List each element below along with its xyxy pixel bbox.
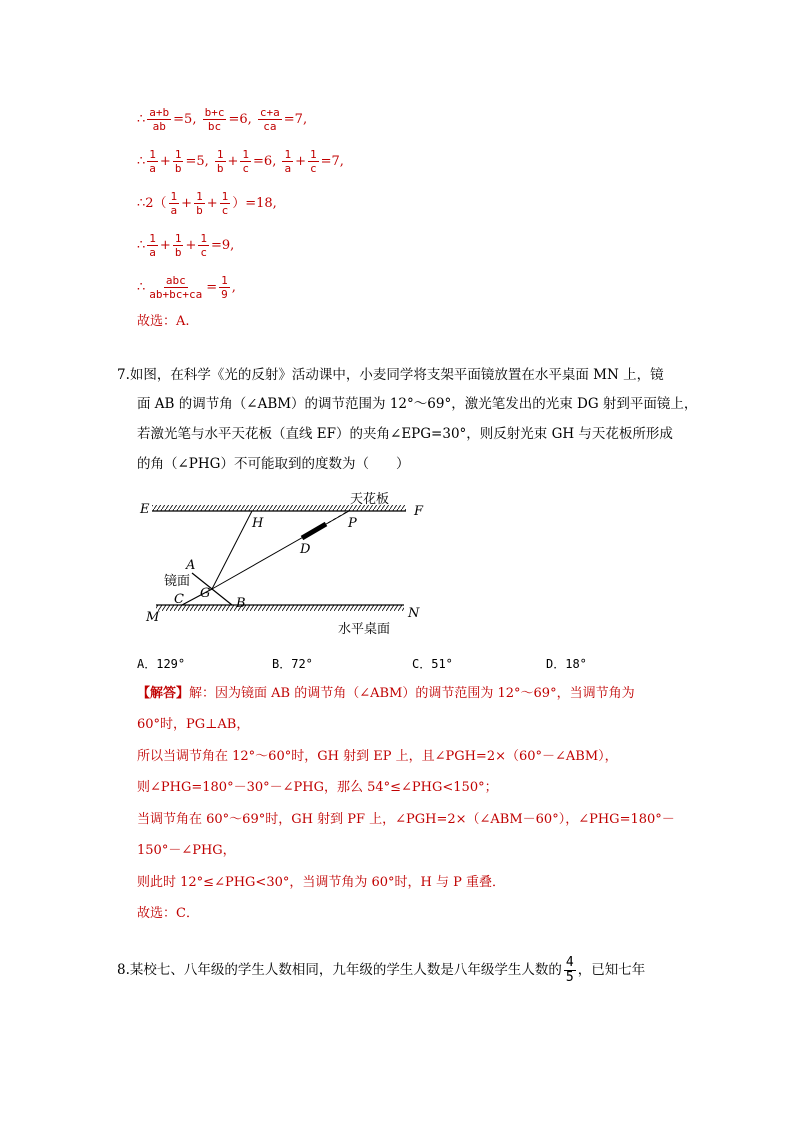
label-H: H xyxy=(252,516,264,531)
label-M: M xyxy=(146,610,160,625)
solution7-line8: 故选：C． xyxy=(137,906,199,921)
step-line-1: ∴ $\frac{a+b}{ab}$ =5, $\frac{b+c}{bc}$ =6, $\frac{c+a}{ca}$ =7, xyxy=(137,106,308,133)
label-C: C xyxy=(174,592,184,607)
label-D: D xyxy=(300,542,311,557)
question7-line2: 面 AB 的调节角（∠ABM）的调节范围为 12°～69°，激光笔发出的光束 DG 射到平面镜上， xyxy=(137,396,698,412)
solution7-line5: 当调节角在 60°～69°时，GH 射到 PF 上，∠PGH=2×（∠ABM－60°），∠PHG=180°－ xyxy=(137,812,675,827)
option-c: C．51° xyxy=(412,657,453,671)
solution7-line2: 60°时，PG⊥AB， xyxy=(137,717,250,732)
step-line-3: ∴2（ $\frac{1}{a}$ + $\frac{1}{b}$ + $\frac{1}{c}$ ）=18, xyxy=(137,190,277,217)
solution7-line3: 所以当调节角在 12°～60°时，GH 射到 EP 上，且∠PGH=2×（60°－∠ABM）， xyxy=(137,749,618,764)
label-A: A xyxy=(186,558,196,573)
label-table: 水平桌面 xyxy=(338,622,391,637)
question8-line1: 8.某校七、八年级的学生人数相同，九年级的学生人数是八年级学生人数的 $\frac{4}{5}$ ，已知七年 xyxy=(117,955,646,985)
option-b: B．72° xyxy=(272,657,313,671)
label-N: N xyxy=(408,606,420,621)
solution-tag: 【解答】 xyxy=(137,686,190,701)
step-line-2: ∴ $\frac{1}{a}$ + $\frac{1}{b}$ =5, $\frac{1}{b}$ + $\frac{1}{c}$ =6, $\frac{1}{a}$ + $\frac{1}{c}$ =7, xyxy=(137,148,344,175)
label-P: P xyxy=(348,516,357,531)
label-ceiling: 天花板 xyxy=(350,492,390,507)
solution7-line1: 【解答】解：因为镜面 AB 的调节角（∠ABM）的调节范围为 12°～69°，当调节角为 xyxy=(137,686,635,701)
answer-line-prev: 故选：A. xyxy=(137,314,190,329)
question7-line1: 7.如图，在科学《光的反射》活动课中，小麦同学将支架平面镜放置在水平桌面 MN 上，镜 xyxy=(117,367,664,383)
question7-line3: 若激光笔与水平天花板（直线 EF）的夹角∠EPG=30°，则反射光束 GH 与天花板所形成 xyxy=(137,426,673,442)
label-F: F xyxy=(414,504,424,519)
step-line-5: ∴ $\frac{\text{abc}}{ab+bc+ca}$ = $\frac{1}{9}$ , xyxy=(137,274,236,301)
option-a: A．129° xyxy=(137,657,186,671)
laser-pen xyxy=(302,524,326,538)
solution7-line4: 则∠PHG=180°－30°－∠PHG，那么 54°≤∠PHG<150°； xyxy=(137,780,498,795)
mirror-reflection-figure xyxy=(130,485,440,645)
option-d: D．18° xyxy=(546,657,587,671)
solution7-line7: 则此时 12°≤∠PHG<30°，当调节角为 60°时，H 与 P 重叠． xyxy=(137,875,506,890)
step-line-4: ∴ $\frac{1}{a}$ + $\frac{1}{b}$ + $\frac{1}{c}$ =9, xyxy=(137,232,235,259)
label-G: G xyxy=(200,586,211,601)
question7-line4: 的角（∠PHG）不可能取到的度数为（ ） xyxy=(137,456,410,472)
label-E: E xyxy=(140,502,150,517)
label-mirror: 镜面 xyxy=(164,574,191,589)
label-B: B xyxy=(236,596,246,611)
solution7-line6: 150°－∠PHG， xyxy=(137,843,236,858)
table-hatch xyxy=(156,605,404,611)
